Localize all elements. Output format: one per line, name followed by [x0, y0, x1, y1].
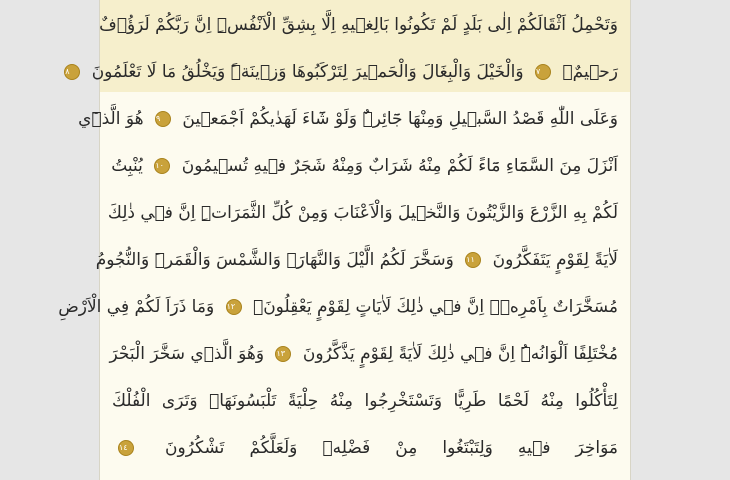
verse-text: مَوَاخِرَ ف۪يهِ وَلِتَبْتَغُوا مِنْ فَضْلِه۪ وَلَعَلَّكُمْ تَشْكُرُونَ — [165, 438, 618, 458]
verse-number-marker: ٩ — [155, 111, 171, 127]
verse-text: يُنْبِتُ — [111, 156, 143, 176]
mushaf-page — [58, 0, 630, 480]
verse-text: رَح۪يمٌۙ — [562, 62, 618, 82]
verse-number-marker: ١٢ — [226, 299, 242, 315]
verse-number-marker: ١٠ — [154, 158, 170, 174]
verse-line — [112, 431, 618, 465]
verse-text: وَهُوَ الَّذ۪ي سَخَّرَ الْبَحْرَ — [109, 344, 265, 364]
verse-number-marker: ٨ — [64, 64, 80, 80]
verse-text: لَاٰيَةً لِقَوْمٍ يَتَفَكَّرُونَ — [492, 250, 618, 270]
verse-text: لِتَأْكُلُوا مِنْهُ لَحْمًا طَرِيًّا وَتَسْتَخْرِجُوا مِنْهُ حِلْيَةً تَلْبَسُونَهَاۚ وَتَرَى الْفُلْكَ — [112, 391, 618, 411]
verse-number-marker: ١١ — [465, 252, 481, 268]
verse-line — [78, 102, 618, 136]
verse-text: وَالْخَيْلَ وَالْبِغَالَ وَالْحَم۪يرَ لِتَرْكَبُوهَا وَز۪ينَةًۜ وَيَخْلُقُ مَا لَا تَعْلَمُونَ — [91, 62, 524, 82]
verse-line — [107, 196, 618, 230]
verse-line — [112, 384, 618, 418]
verse-text: اَنْزَلَ مِنَ السَّمَٓاءِ مَٓاءً لَكُمْ مِنْهُ شَرَابٌ وَمِنْهُ شَجَرٌ ف۪يهِ تُس۪يمُونَ — [181, 156, 618, 176]
verse-text: وَمَا ذَرَاَ لَكُمْ فِي الْاَرْضِ — [58, 297, 215, 317]
verse-line — [65, 55, 618, 89]
verse-text: مُسَخَّرَاتٌ بِاَمْرِه۪ۜ اِنَّ ف۪ي ذٰلِكَ لَاٰيَاتٍ لِقَوْمٍ يَعْقِلُونَۙ — [253, 297, 618, 317]
verse-text: مُخْتَلِفًا اَلْوَانُهُۜ اِنَّ ف۪ي ذٰلِكَ لَاٰيَةً لِقَوْمٍ يَذَّكَّرُونَ — [302, 344, 618, 364]
verse-text: وَعَلَى اللّٰهِ قَصْدُ السَّب۪يلِ وَمِنْهَا جَٓائِرٌۜ وَلَوْ شَٓاءَ لَهَدٰيكُمْ اَجْمَع۪ينَ — [182, 109, 618, 129]
verse-number-marker: ١٤ — [118, 440, 134, 456]
verse-line — [99, 8, 618, 42]
verse-number-marker: ١٣ — [275, 346, 291, 362]
verse-line — [58, 290, 618, 324]
verse-number-marker: ٧ — [535, 64, 551, 80]
verse-text: وَتَحْمِلُ اَثْقَالَكُمْ اِلٰى بَلَدٍ لَمْ تَكُونُوا بَالِغ۪يهِ اِلَّا بِشِقِّ الْاَنْفُسِۜ اِنَّ رَبَّكُمْ لَرَؤُ۫فٌ — [99, 15, 618, 35]
verse-text: هُوَ الَّذ۪ٓي — [78, 109, 144, 129]
verse-line — [95, 243, 618, 277]
verse-line — [112, 149, 618, 183]
verse-text: لَكُمْ بِهِ الزَّرْعَ وَالزَّيْتُونَ وَالنَّخ۪يلَ وَالْاَعْنَابَ وَمِنْ كُلِّ الثَّمَرَاتِۜ اِنَّ ف۪ي ذٰلِكَ — [107, 203, 618, 223]
verse-text: وَسَخَّرَ لَكُمُ الَّيْلَ وَالنَّهَارَۙ وَالشَّمْسَ وَالْقَمَرَۜ وَالنُّجُومُ — [95, 250, 454, 270]
verse-line — [109, 337, 618, 371]
